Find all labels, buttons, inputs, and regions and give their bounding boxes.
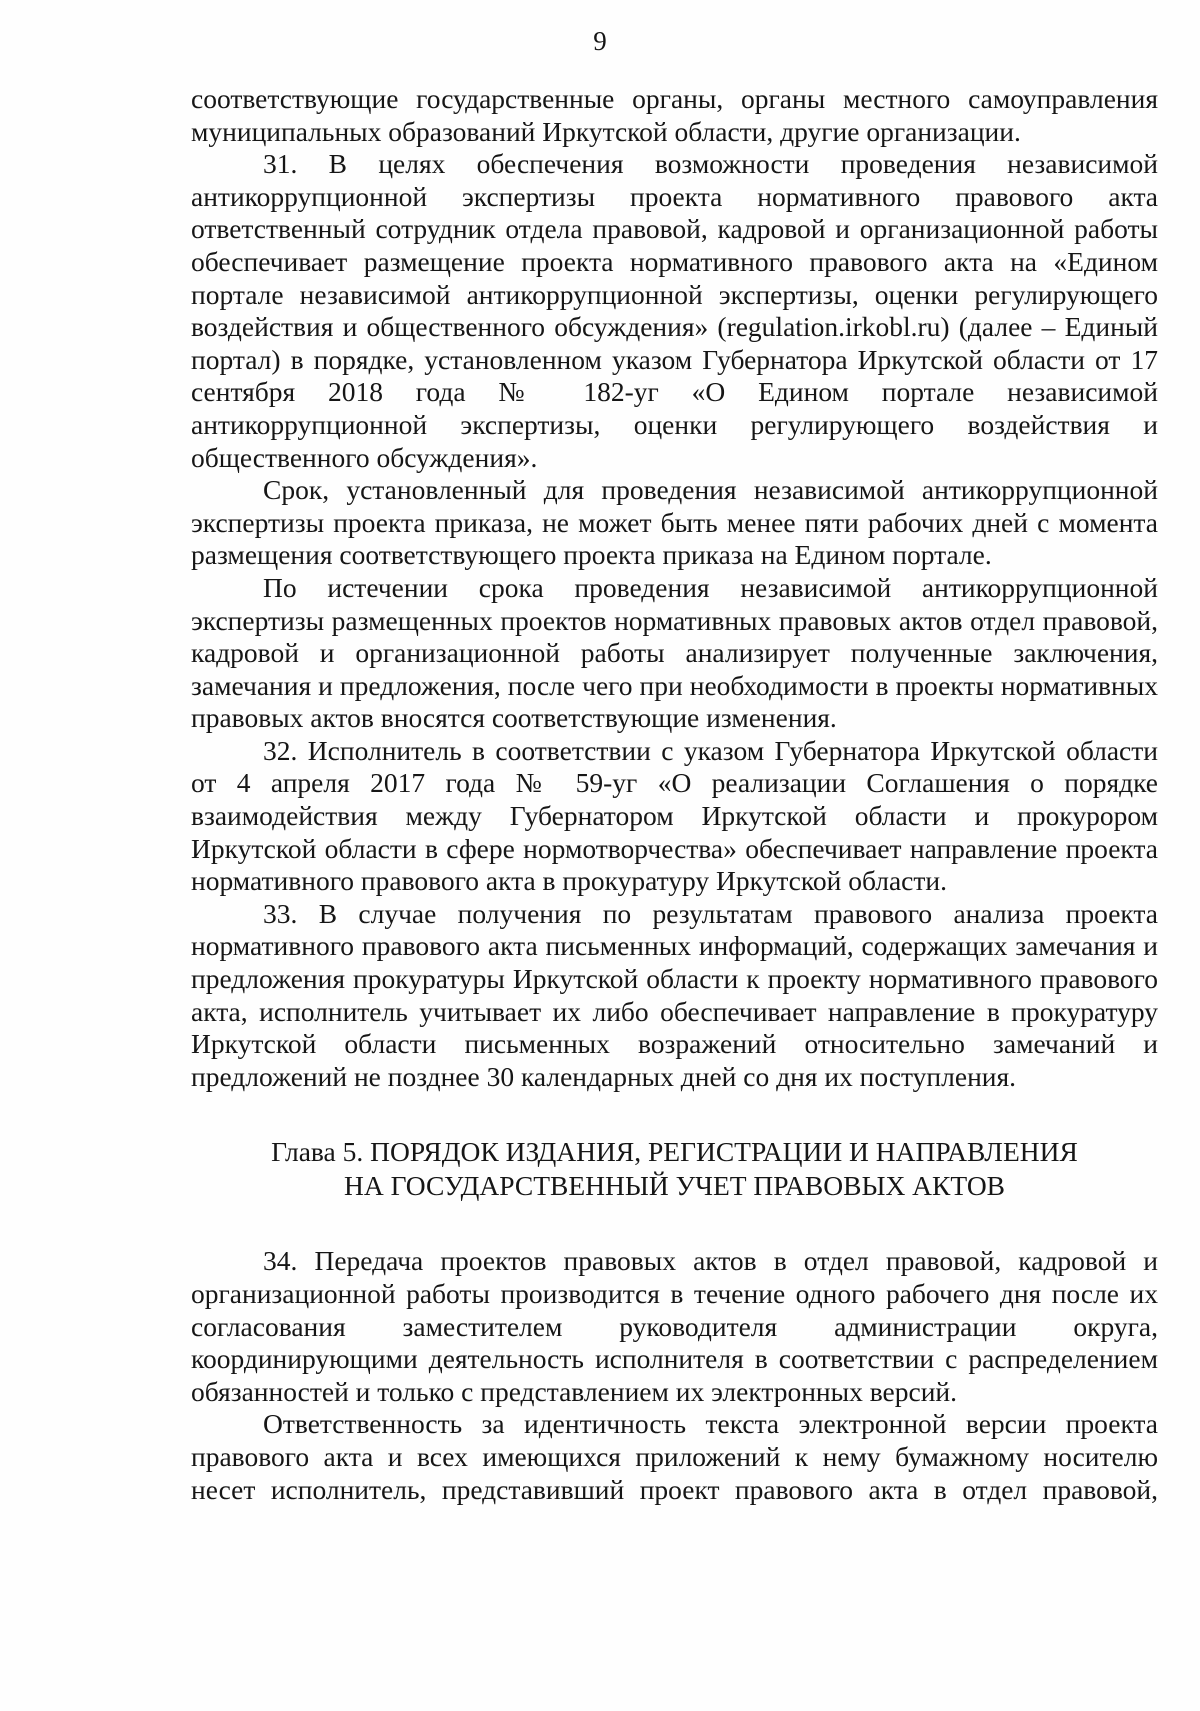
- paragraph-34: 34. Передача проектов правовых актов в отдел правовой, кадровой и организационной работы производится в течение одного рабочего дня после их согласования заместителем руководителя администрации округа, координирующими деятельность исполнителя в соответствии с распределением обязанностей и только с представлением их электронных версий.: [191, 1245, 1158, 1407]
- paragraph-33: 33. В случае получения по результатам правового анализа проекта нормативного правового акта письменных информаций, содержащих замечания и предложения прокуратуры Иркутской области к проекту нормативного правового акта, исполнитель учитывает их либо обеспечивает направление в прокуратуру Иркутской области письменных возражений относительно замечаний и предложений не позднее 30 календарных дней со дня их поступления.: [191, 897, 1158, 1092]
- paragraph-31: 31. В целях обеспечения возможности проведения независимой антикоррупционной экспертизы проекта нормативного правового акта ответственный сотрудник отдела правовой, кадровой и организационной работы обеспечивает размещение проекта нормативного правового акта на «Едином портале независимой антикоррупционной экспертизы, оценки регулирующего воздействия и общественного обсуждения» (regulation.irkobl.ru) (далее – Единый портал) в порядке, установленном указом Губернатора Иркутской области от 17 сентября 2018 года № 182-уг «О Едином портале независимой антикоррупционной экспертизы, оценки регулирующего воздействия и общественного обсуждения».: [191, 148, 1158, 473]
- document-body: [191, 83, 1158, 1506]
- page-number: 9: [593, 26, 607, 56]
- chapter-heading: [191, 1135, 1158, 1203]
- paragraph-32: 32. Исполнитель в соответствии с указом Губернатора Иркутской области от 4 апреля 2017 года № 59-уг «О реализации Соглашения о порядке взаимодействия между Губернатором Иркутской области и прокурором Иркутской области в сфере нормотворчества» обеспечивает направление проекта нормативного правового акта в прокуратуру Иркутской области.: [191, 734, 1158, 897]
- paragraph-continuation: соответствующие государственные органы, органы местного самоуправления муниципальных образований Иркутской области, другие организации.: [191, 83, 1158, 147]
- paragraph-34-responsibility: Ответственность за идентичность текста электронной версии проекта правового акта и всех имеющихся приложений к нему бумажному носителю несет исполнитель, представивший проект правового акта в отдел правовой,: [191, 1408, 1158, 1505]
- chapter-heading-line-2: НА ГОСУДАРСТВЕННЫЙ УЧЕТ ПРАВОВЫХ АКТОВ: [343, 1170, 1006, 1202]
- paragraph-31-term: Срок, установленный для проведения независимой антикоррупционной экспертизы проекта приказа, не может быть менее пяти рабочих дней с момента размещения соответствующего проекта приказа на Едином портале.: [191, 474, 1158, 571]
- chapter-heading-line-1: Глава 5. ПОРЯДОК ИЗДАНИЯ, РЕГИСТРАЦИИ И НАПРАВЛЕНИЯ: [271, 1136, 1078, 1168]
- paragraph-31-expiry: По истечении срока проведения независимой антикоррупционной экспертизы размещенных проектов нормативных правовых актов отдел правовой, кадровой и организационной работы анализирует полученные заключения, замечания и предложения, после чего при необходимости в проекты нормативных правовых актов вносятся соответствующие изменения.: [191, 571, 1158, 734]
